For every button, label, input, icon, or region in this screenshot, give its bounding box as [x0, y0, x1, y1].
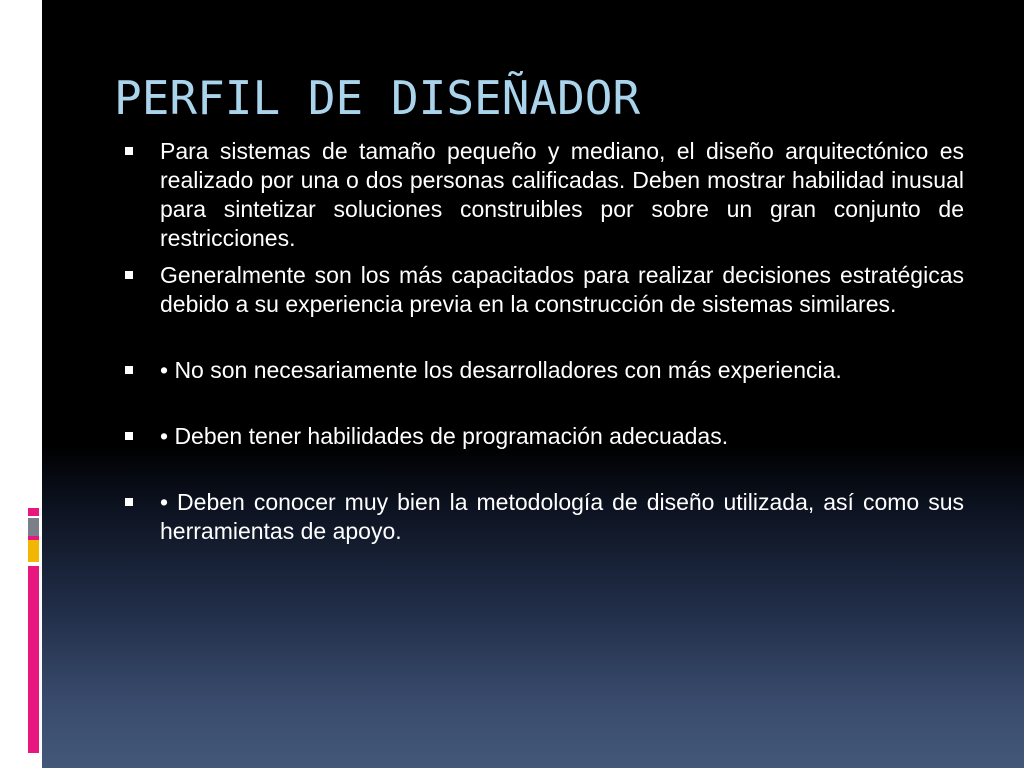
- bullet-item: [116, 137, 964, 253]
- bullet-text: • No son necesariamente los desarrolladores con más experiencia.: [160, 357, 842, 383]
- accent-bar-pink: [28, 566, 39, 753]
- bullet-list: [116, 137, 964, 546]
- bullet-text: Generalmente son los más capacitados para realizar decisiones estratégicas debido a su experiencia previa en la construcción de sistemas similares.: [160, 262, 964, 317]
- slide-title: PERFIL DE DISEÑADOR: [114, 71, 641, 125]
- square-bullet-icon: [125, 147, 133, 155]
- left-margin-strip: [0, 0, 28, 768]
- accent-bar-yellow: [28, 540, 39, 562]
- accent-bar-gray: [28, 518, 39, 536]
- bullet-text: • Deben tener habilidades de programación adecuadas.: [160, 423, 729, 449]
- bullet-item: [116, 488, 964, 546]
- square-bullet-icon: [125, 432, 133, 440]
- square-bullet-icon: [125, 271, 133, 279]
- bullet-item: [116, 422, 964, 451]
- bullet-item: [116, 356, 964, 385]
- bullet-text: Para sistemas de tamaño pequeño y mediano, el diseño arquitectónico es realizado por una o dos personas calificadas. Deben mostrar habilidad inusual para sintetizar soluciones construibles por sobre un gran conjunto de restricciones.: [160, 138, 964, 251]
- bullet-text: • Deben conocer muy bien la metodología de diseño utilizada, así como sus herramientas de apoyo.: [160, 489, 964, 544]
- accent-bar-pink: [28, 508, 39, 516]
- decorative-accent-bars: [28, 508, 39, 768]
- square-bullet-icon: [125, 498, 133, 506]
- square-bullet-icon: [125, 366, 133, 374]
- bullet-item: [116, 261, 964, 319]
